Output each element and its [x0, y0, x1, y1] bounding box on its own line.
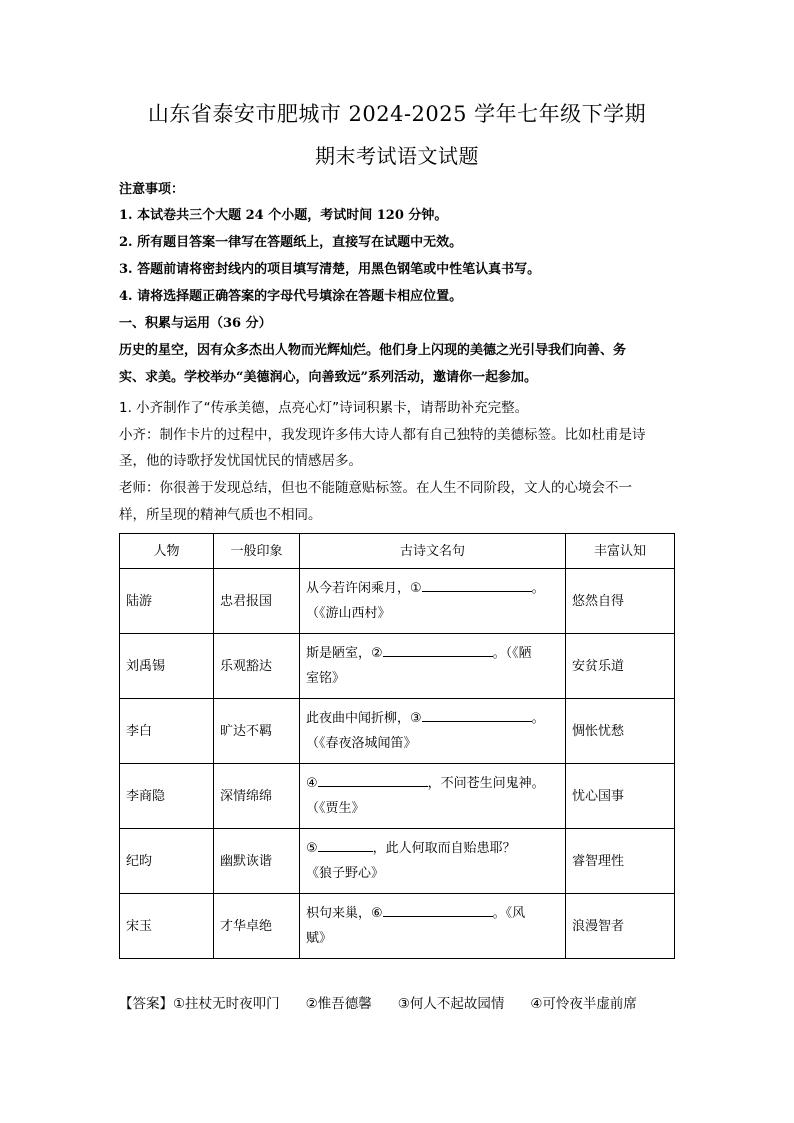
- verse-cell: [300, 699, 566, 764]
- column-header: 丰富认知: [566, 534, 675, 569]
- verse-cell: [300, 764, 566, 829]
- verse-text: ⑤: [306, 841, 318, 856]
- fill-blank[interactable]: [318, 837, 373, 852]
- table-row: [120, 894, 675, 959]
- person-cell: 李白: [120, 699, 214, 764]
- cognition-cell: 忧心国事: [566, 764, 675, 829]
- verse-text: 。: [531, 581, 545, 596]
- verse-source: 赋》: [306, 931, 333, 946]
- verse-source: （《春夜洛城闻笛》: [306, 736, 417, 751]
- impression-cell: 才华卓绝: [214, 894, 300, 959]
- answer-item: ④可怜夜半虚前席: [530, 996, 637, 1012]
- notice-heading: 注意事项：: [119, 182, 185, 197]
- fill-blank[interactable]: [422, 577, 532, 592]
- notice-item: 2. 所有题目答案一律写在答题纸上，直接写在试题中无效。: [119, 235, 463, 250]
- column-header: 一般印象: [214, 534, 300, 569]
- impression-cell: 旷达不羁: [214, 699, 300, 764]
- notice-item: 4. 请将选择题正确答案的字母代号填涂在答题卡相应位置。: [119, 289, 463, 304]
- verse-text: ，不问苍生问鬼神。: [427, 776, 545, 791]
- verse-source: 室铭》: [306, 671, 346, 686]
- fill-blank[interactable]: [318, 772, 428, 787]
- verse-text: 。: [531, 711, 545, 726]
- cognition-cell: 惆怅忧愁: [566, 699, 675, 764]
- dialog-line: 老师：你很善于发现总结，但也不能随意贴标签。在人生不同阶段，文人的心境会不一: [119, 480, 632, 496]
- table-row: [120, 699, 675, 764]
- answer-item: ①拄杖无时夜叩门: [173, 996, 280, 1012]
- verse-text: ④: [306, 776, 318, 791]
- page-subtitle: 期末考试语文试题: [315, 144, 479, 168]
- person-cell: 刘禹锡: [120, 634, 214, 699]
- impression-cell: 乐观豁达: [214, 634, 300, 699]
- table-row: [120, 829, 675, 894]
- poetry-table: [119, 533, 675, 959]
- verse-source: 《狼子野心》: [306, 866, 385, 881]
- column-header: 人物: [120, 534, 214, 569]
- verse-text: 枳句来巢，⑥: [306, 906, 383, 921]
- verse-text: 。《风: [492, 906, 526, 921]
- verse-cell: [300, 894, 566, 959]
- verse-cell: [300, 569, 566, 634]
- verse-text: ，此人何取而自贻患耶？: [372, 841, 516, 856]
- verse-source: （《贾生》: [306, 801, 365, 816]
- fill-blank[interactable]: [383, 902, 493, 917]
- fill-blank[interactable]: [422, 707, 532, 722]
- impression-cell: 忠君报国: [214, 569, 300, 634]
- fill-blank[interactable]: [383, 642, 493, 657]
- person-cell: 宋玉: [120, 894, 214, 959]
- cognition-cell: 悠然自得: [566, 569, 675, 634]
- verse-source: （《游山西村》: [306, 606, 391, 621]
- table-row: [120, 634, 675, 699]
- answer-item: ②惟吾德馨: [305, 996, 372, 1012]
- answer-line: [119, 992, 637, 1012]
- notice-item: 3. 答题前请将密封线内的项目填写清楚，用黑色钢笔或中性笔认真书写。: [119, 262, 541, 277]
- section-intro: 实、求美。学校举办“美德润心，向善致远”系列活动，邀请你一起参加。: [119, 370, 537, 385]
- answer-item: ③何人不起故园情: [397, 996, 505, 1012]
- dialog-line: 小齐：制作卡片的过程中，我发现许多伟大诗人都有自己独特的美德标签。比如杜甫是诗: [119, 427, 646, 443]
- verse-cell: [300, 829, 566, 894]
- verse-cell: [300, 634, 566, 699]
- cognition-cell: 安贫乐道: [566, 634, 675, 699]
- verse-text: 此夜曲中闻折柳，③: [306, 711, 422, 726]
- dialog-line: 圣，他的诗歌抒发忧国忧民的情感居多。: [119, 453, 362, 469]
- dialog-line: 样，所呈现的精神气质也不相同。: [119, 507, 322, 523]
- notice-item: 1. 本试卷共三个大题 24 个小题，考试时间 120 分钟。: [119, 208, 448, 223]
- person-cell: 李商隐: [120, 764, 214, 829]
- verse-text: 斯是陋室，②: [306, 646, 383, 661]
- table-header-row: [120, 534, 675, 569]
- question-1: 1. 小齐制作了“传承美德，点亮心灯”诗词积累卡，请帮助补充完整。: [119, 400, 529, 416]
- verse-text: 从今若许闲乘月，①: [306, 581, 422, 596]
- impression-cell: 幽默诙谐: [214, 829, 300, 894]
- section-heading: 一、积累与运用（36 分）: [119, 316, 272, 331]
- section-intro: 历史的星空，因有众多杰出人物而光辉灿烂。他们身上闪现的美德之光引导我们向善、务: [119, 343, 627, 358]
- table-row: [120, 569, 675, 634]
- cognition-cell: 睿智理性: [566, 829, 675, 894]
- cognition-cell: 浪漫智者: [566, 894, 675, 959]
- verse-text: 。（《陋: [492, 646, 532, 661]
- impression-cell: 深情绵绵: [214, 764, 300, 829]
- person-cell: 陆游: [120, 569, 214, 634]
- person-cell: 纪昀: [120, 829, 214, 894]
- table-row: [120, 764, 675, 829]
- page-title: 山东省泰安市肥城市 2024-2025 学年七年级下学期: [147, 102, 647, 126]
- answer-label: 【答案】: [119, 996, 173, 1012]
- column-header: 古诗文名句: [300, 534, 566, 569]
